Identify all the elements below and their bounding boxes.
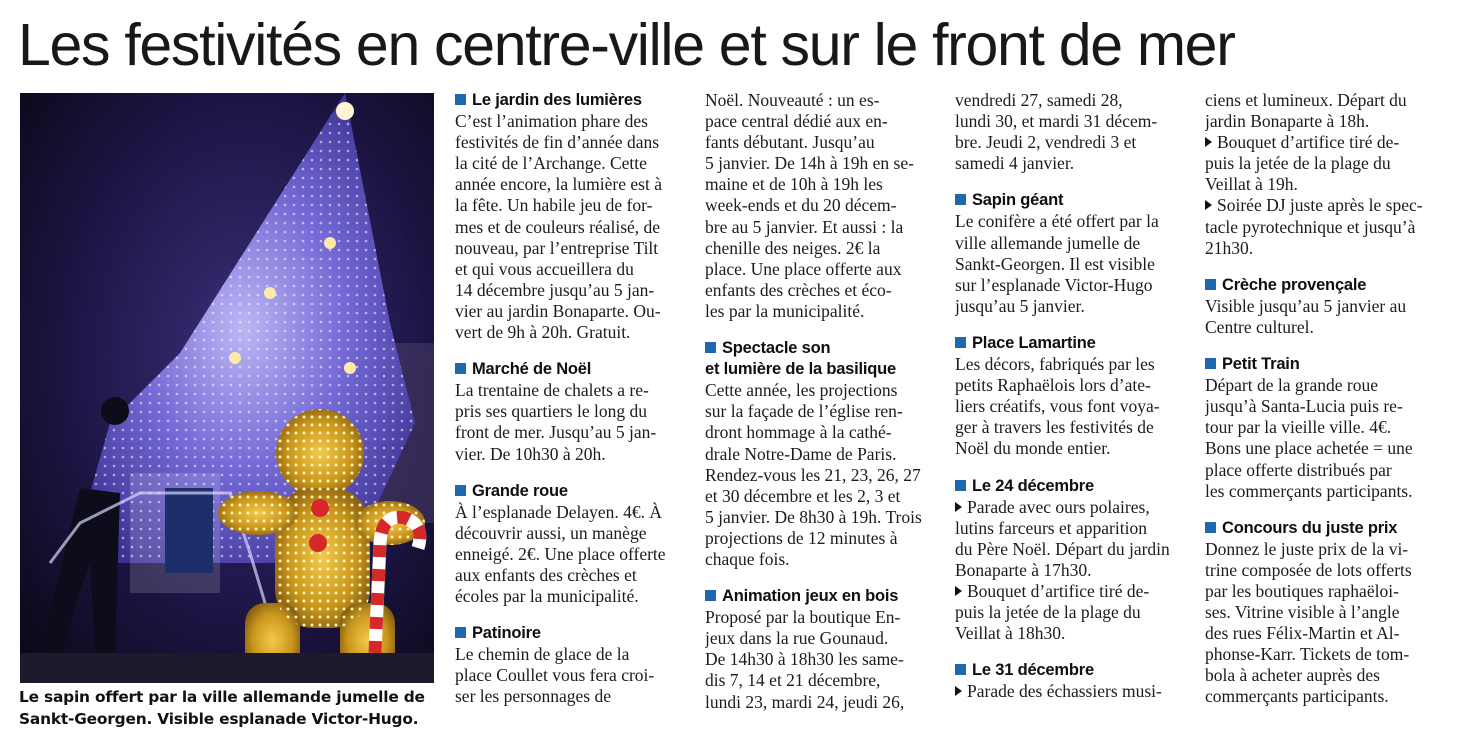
article-column-2 [705, 90, 935, 740]
body-text-line: vier au jardin Bonaparte. Ou- [455, 300, 661, 321]
section-spacer [955, 317, 1185, 333]
body-text-line: chenille des neiges. 2€ la [705, 237, 881, 258]
triangle-bullet-icon [1205, 200, 1212, 210]
body-text-line: ser les personnages de [455, 686, 611, 707]
body-text-line: Bonaparte à 17h30. [955, 559, 1092, 580]
body-text-line: les par la municipalité. [705, 300, 865, 321]
body-text-line: dis 7, 14 et 21 décembre, [705, 670, 881, 691]
body-text-line: lundi 30, et mardi 31 décem- [955, 111, 1158, 132]
body-text-line: 5 janvier. De 8h30 à 19h. Trois [705, 506, 922, 527]
body-text-line: vier. De 10h30 à 20h. [455, 443, 606, 464]
body-text-line: découvrir aussi, un manège [455, 522, 647, 543]
bullet-line [955, 681, 1185, 702]
blue-square-icon [455, 485, 466, 496]
triangle-bullet-icon [955, 686, 962, 696]
body-text-line: trine composée de lots offerts [1205, 559, 1412, 580]
body-text-line: À l’esplanade Delayen. 4€. À [455, 501, 663, 522]
body-text-line: 5 janvier. De 14h à 19h en se- [705, 153, 914, 174]
body-text-line: lutins farceurs et apparition [955, 517, 1147, 538]
body-text-line: la fête. Un habile jeu de for- [455, 195, 653, 216]
section-heading [705, 338, 935, 359]
body-text-line: place Coullet vous fera croi- [455, 665, 655, 686]
body-text-line: écoles par la municipalité. [455, 586, 639, 607]
section-heading-text: Spectacle son [722, 339, 831, 358]
body-text-line: phonse-Karr. Tickets de tom- [1205, 644, 1410, 665]
caption-line: Le sapin offert par la ville allemande jumelle de [19, 688, 425, 706]
body-text-line: les commerçants participants. [1205, 480, 1413, 501]
blue-square-icon [705, 590, 716, 601]
body-text-line: samedi 4 janvier. [955, 153, 1075, 174]
bullet-text: Parade des échassiers musi- [967, 681, 1162, 702]
body-text-line: lundi 23, mardi 24, jeudi 26, [705, 691, 905, 712]
section-heading-text: et lumière de la basilique [705, 360, 897, 379]
section-heading [955, 333, 1185, 354]
body-text-line: La trentaine de chalets a re- [455, 380, 649, 401]
blue-square-icon [455, 627, 466, 638]
section-heading-text: Le 24 décembre [972, 476, 1094, 495]
body-text-line: pris ses quartiers le long du [455, 401, 647, 422]
section-spacer [455, 607, 685, 623]
body-text-line: Veillat à 18h30. [955, 623, 1066, 644]
body-text-line: chaque fois. [705, 548, 790, 569]
body-text-line: enfants des crèches et éco- [705, 279, 892, 300]
section-spacer [1205, 502, 1435, 518]
section-heading-text: Place Lamartine [972, 333, 1096, 352]
body-text-line: bre. Jeudi 2, vendredi 3 et [955, 132, 1137, 153]
body-text-line: bre au 5 janvier. Et aussi : la [705, 216, 904, 237]
body-text-line: fants débutant. Jusqu’au [705, 132, 875, 153]
section-heading [1205, 354, 1435, 375]
body-text-line: 14 décembre jusqu’au 5 jan- [455, 279, 655, 300]
section-heading [705, 359, 935, 380]
section-heading-text: Petit Train [1222, 355, 1300, 374]
section-heading [955, 190, 1185, 211]
body-text-line: du Père Noël. Départ du jardin [955, 538, 1170, 559]
bullet-line [955, 581, 1185, 602]
section-heading-text: Grande roue [472, 481, 568, 500]
body-text-line: jusqu’à Santa-Lucia puis re- [1205, 396, 1403, 417]
body-text-line: la cité de l’Archange. Cette [455, 153, 647, 174]
body-text-line: aux enfants des crèches et [455, 564, 637, 585]
body-text-line: ses. Vitrine visible à l’angle [1205, 602, 1400, 623]
body-text-line: Le chemin de glace de la [455, 644, 630, 665]
body-text-line: par les boutiques raphaëloi- [1205, 580, 1399, 601]
body-text-line: Noël. Nouveauté : un es- [705, 90, 880, 110]
section-spacer [955, 644, 1185, 660]
bullet-line [955, 497, 1185, 518]
article-column-4 [1205, 90, 1435, 740]
body-text-line: Rendez-vous les 21, 23, 26, 27 [705, 464, 921, 485]
bullet-text: Bouquet d’artifice tiré de- [967, 580, 1150, 601]
body-text-line: commerçants participants. [1205, 686, 1389, 707]
section-spacer [955, 460, 1185, 476]
blue-square-icon [1205, 522, 1216, 533]
section-spacer [455, 465, 685, 481]
caption-line: Sankt-Georgen. Visible esplanade Victor-Hugo. [19, 710, 419, 728]
section-heading [1205, 275, 1435, 296]
section-heading [1205, 518, 1435, 539]
triangle-bullet-icon [1205, 137, 1212, 147]
blue-square-icon [955, 664, 966, 675]
section-spacer [955, 174, 1185, 190]
body-text-line: Donnez le juste prix de la vi- [1205, 538, 1409, 559]
body-text-line: Centre culturel. [1205, 316, 1314, 337]
section-heading [455, 359, 685, 380]
body-text-line: sur l’esplanade Victor-Hugo [955, 274, 1153, 295]
blue-square-icon [955, 480, 966, 491]
section-spacer [705, 570, 935, 586]
body-text-line: jardin Bonaparte à 18h. [1205, 111, 1370, 132]
body-text-line: week-ends et du 20 décem- [705, 195, 897, 216]
body-text-line: liers créatifs, vous font voya- [955, 396, 1160, 417]
body-text-line: tacle pyrotechnique et jusqu’à [1205, 216, 1416, 237]
blue-square-icon [705, 342, 716, 353]
section-spacer [705, 322, 935, 338]
body-text-line: Départ de la grande roue [1205, 375, 1378, 396]
body-text-line: festivités de fin d’année dans [455, 132, 660, 153]
body-text-line: drale Notre-Dame de Paris. [705, 443, 897, 464]
body-text-line: des rues Félix-Martin et Al- [1205, 623, 1400, 644]
section-spacer [1205, 338, 1435, 354]
body-text-line: enneigé. 2€. Une place offerte [455, 543, 666, 564]
blue-square-icon [455, 94, 466, 105]
body-text-line: Sankt-Georgen. Il est visible [955, 253, 1155, 274]
body-text-line: vert de 9h à 20h. Gratuit. [455, 322, 631, 343]
section-heading [955, 476, 1185, 497]
bullet-line [1205, 195, 1435, 216]
section-heading-text: Concours du juste prix [1222, 518, 1398, 537]
body-text-line: sur la façade de l’église ren- [705, 401, 903, 422]
section-heading-text: Le jardin des lumières [472, 91, 642, 109]
body-text-line: Le conifère a été offert par la [955, 211, 1159, 232]
section-heading [705, 586, 935, 607]
body-text-line: front de mer. Jusqu’au 5 jan- [455, 422, 657, 443]
body-text-line: ville allemande jumelle de [955, 232, 1141, 253]
triangle-bullet-icon [955, 502, 962, 512]
body-text-line: C’est l’animation phare des [455, 111, 648, 132]
section-heading [455, 481, 685, 502]
body-text-line: pace central dédié aux en- [705, 111, 888, 132]
body-text-line: place. Une place offerte aux [705, 258, 902, 279]
section-heading-text: Le 31 décembre [972, 661, 1094, 680]
section-heading [455, 90, 685, 111]
section-heading-text: Marché de Noël [472, 360, 592, 379]
body-text-line: projections de 12 minutes à [705, 527, 898, 548]
body-text-line: 21h30. [1205, 237, 1254, 258]
body-text-line: et 30 décembre et les 2, 3 et [705, 485, 901, 506]
body-text-line: Les décors, fabriqués par les [955, 354, 1155, 375]
bullet-text: Bouquet d’artifice tiré de- [1217, 132, 1400, 153]
blue-square-icon [1205, 279, 1216, 290]
section-heading-text: Crèche provençale [1222, 275, 1367, 294]
body-text-line: ger à travers les festivités de [955, 417, 1154, 438]
section-heading-text: Animation jeux en bois [722, 587, 899, 606]
body-text-line: De 14h30 à 18h30 les same- [705, 649, 904, 670]
body-text-line: vendredi 27, samedi 28, [955, 90, 1123, 110]
section-heading [455, 623, 685, 644]
blue-square-icon [1205, 358, 1216, 369]
blue-square-icon [955, 337, 966, 348]
body-text-line: nouveau, par l’entreprise Tilt [455, 237, 659, 258]
section-spacer [1205, 259, 1435, 275]
body-text-line: Veillat à 19h. [1205, 174, 1298, 195]
christmas-tree-photo [20, 93, 434, 683]
body-text-line: jeux dans la rue Gounaud. [705, 628, 889, 649]
body-text-line: Noël du monde entier. [955, 438, 1111, 459]
body-text-line: maine et de 10h à 19h les [705, 174, 883, 195]
section-heading-text: Sapin géant [972, 191, 1064, 210]
body-text-line: puis la jetée de la plage du [955, 602, 1141, 623]
body-text-line: jusqu’au 5 janvier. [955, 295, 1085, 316]
section-heading-text: Patinoire [472, 624, 541, 643]
body-text-line: année encore, la lumière est à [455, 174, 662, 195]
body-text-line: Bons une place achetée = une [1205, 438, 1413, 459]
triangle-bullet-icon [955, 586, 962, 596]
body-text-line: place offerte distribués par [1205, 459, 1392, 480]
section-heading [955, 660, 1185, 681]
body-text-line: mes et de couleurs réalisé, de [455, 216, 661, 237]
body-text-line: Cette année, les projections [705, 380, 898, 401]
blue-square-icon [455, 363, 466, 374]
body-text-line: Visible jusqu’au 5 janvier au [1205, 295, 1407, 316]
photo-illustration [20, 93, 434, 683]
section-spacer [455, 343, 685, 359]
page-headline: Les festivités en centre-ville et sur le front de mer [18, 12, 1235, 78]
body-text-line: ciens et lumineux. Départ du [1205, 90, 1407, 110]
blue-square-icon [955, 194, 966, 205]
bullet-text: Soirée DJ juste après le spec- [1217, 195, 1423, 216]
article-column-1 [455, 90, 685, 740]
body-text-line: dront hommage à la cathé- [705, 422, 892, 443]
body-text-line: tour par la vieille ville. 4€. [1205, 417, 1392, 438]
article-column-3 [955, 90, 1185, 740]
body-text-line: puis la jetée de la plage du [1205, 153, 1391, 174]
body-text-line: bola à acheter auprès des [1205, 665, 1380, 686]
body-text-line: Proposé par la boutique En- [705, 607, 901, 628]
body-text-line: et qui vous accueillera du [455, 258, 634, 279]
body-text-line: petits Raphaëlois lors d’ate- [955, 375, 1151, 396]
bullet-line [1205, 132, 1435, 153]
bullet-text: Parade avec ours polaires, [967, 496, 1150, 517]
photo-caption [19, 686, 439, 730]
